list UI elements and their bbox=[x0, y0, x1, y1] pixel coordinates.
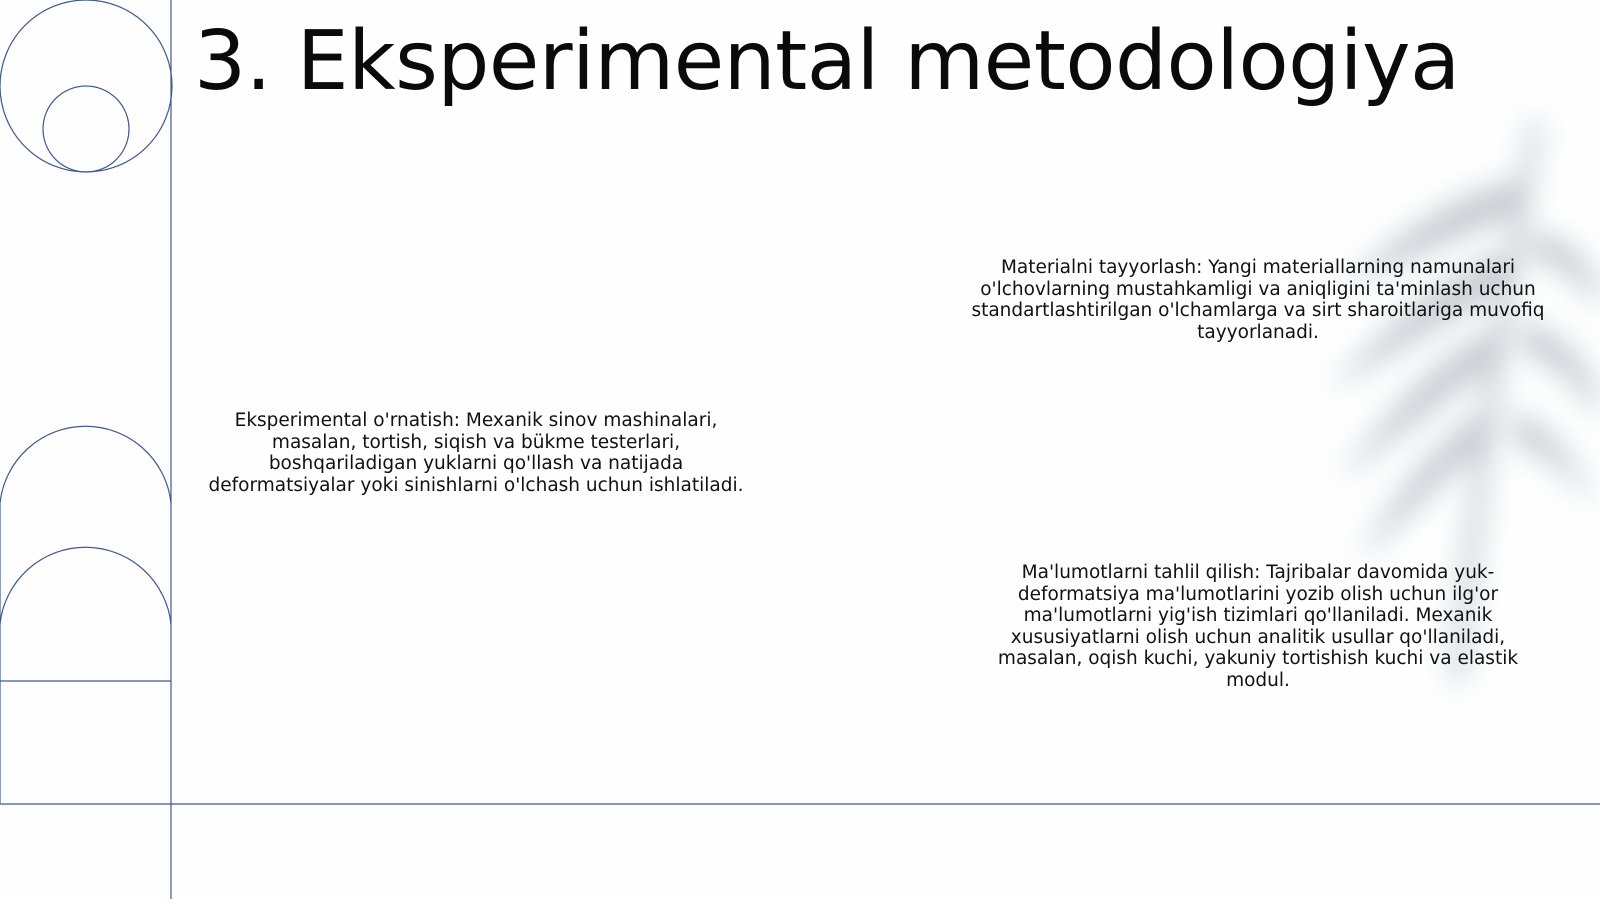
small-circle-shape bbox=[43, 86, 129, 172]
lower-arch-shape bbox=[0, 547, 171, 624]
data-analysis-text: Ma'lumotlarni tahlil qilish: Tajribalar davomida yuk-deformatsiya ma'lumotlarini yozib olish uchun ilg'or ma'lumotlarni yig'ish tizimlari qo'llaniladi. Mexanik xususiyatlarni olish uchun analitik usullar qo'llaniladi, masalan, oqish kuchi, yakuniy tortishish kuchi va elastik modul. bbox=[997, 562, 1519, 691]
upper-arch-shape bbox=[0, 426, 171, 503]
material-preparation-text: Materialni tayyorlash: Yangi materiallarning namunalari o'lchovlarning mustahkamligi va aniqligini ta'minlash uchun standartlashtirilgan o'lchamlarga va sirt sharoitlariga muvofiq tayyorlanadi. bbox=[971, 257, 1545, 343]
slide-title: 3. Eksperimental metodologiya bbox=[194, 14, 1460, 109]
experimental-setup-text: Eksperimental o'rnatish: Mexanik sinov mashinalari, masalan, tortish, siqish va bükme testerlari, boshqariladigan yuklarni qo'llash va natijada deformatsiyalar yoki sinishlarni o'lchash uchun ishlatiladi. bbox=[208, 410, 744, 496]
